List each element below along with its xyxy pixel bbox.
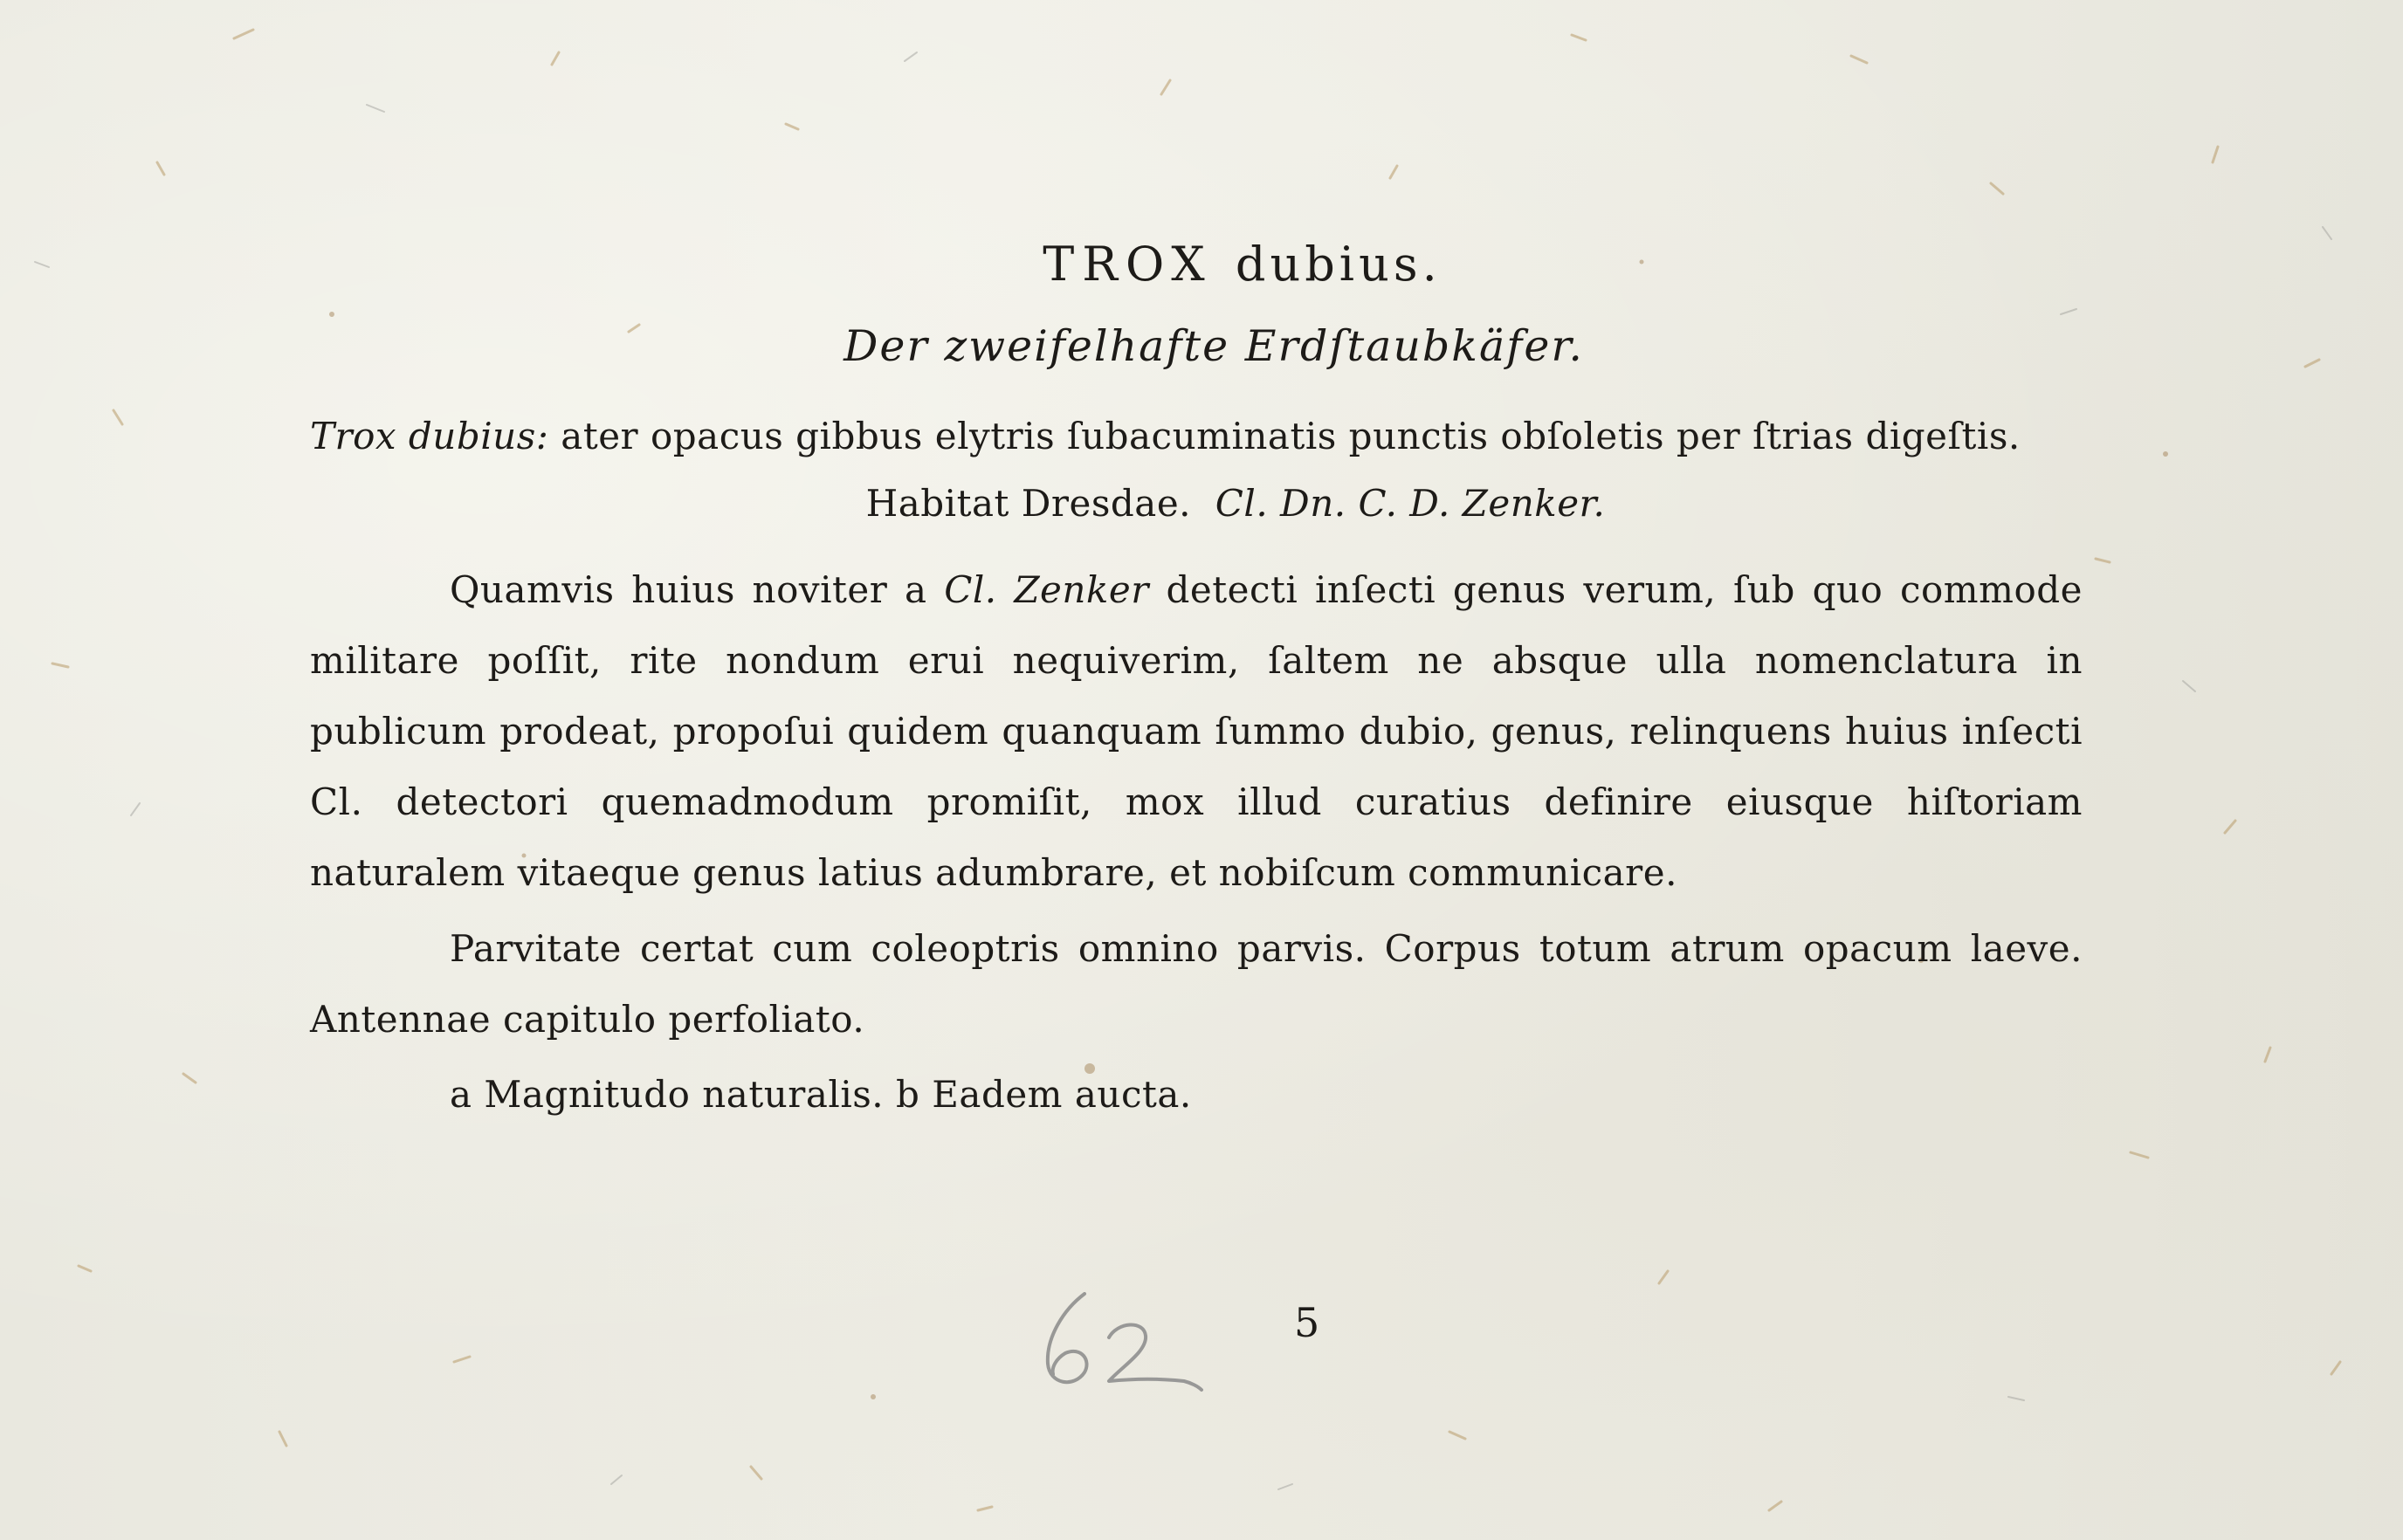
page-number: 5 xyxy=(1294,1299,1320,1346)
habitat-line xyxy=(389,469,2083,539)
paragraph-1-start: Quamvis huius noviter a xyxy=(450,568,927,611)
paragraph-2: Parvitate certat cum coleoptris omnino parvis. Corpus totum atrum opacum laeve. Antennae capitulo perfoliato. xyxy=(310,927,2083,1041)
title-genus: TROX xyxy=(1043,237,1213,292)
paragraph-1 xyxy=(310,554,2083,908)
paragraph-1-name: Cl. Zenker xyxy=(944,568,1149,611)
diagnosis-name: Trox dubius: xyxy=(310,415,549,457)
habitat-text: Habitat Dresdae. xyxy=(865,482,1192,525)
diagnosis-text: ater opacus gibbus elytris ſubacuminatis punctis obſoletis per ſtrias digeſtis. xyxy=(561,415,2021,457)
habitat-collector: Cl. Dn. C. D. Zenker. xyxy=(1215,482,1606,525)
page-subtitle: Der zweifelhafte Erdſtaubkäfer. xyxy=(843,321,1584,371)
page-title xyxy=(402,223,2083,306)
diagnosis xyxy=(310,404,2083,469)
title-species: dubius. xyxy=(1235,237,1442,292)
paragraph-1-rest: detecti inſecti genus verum, ſub quo commode militare poſſit, rite nondum erui nequiverim, ſaltem ne absque ulla nomenclatura in publicum prodeat, propoſui quidem quanquam ſummo dubio, genus, relinquens huius inſecti Cl. detectori quemadmodum promiſit, mox illud curatius definire eiusque hiſtoriam naturalem vitaeque genus latius adumbrare, et nobiſcum communicare. xyxy=(310,568,2083,894)
figure-note: a Magnitudo naturalis. b Eadem aucta. xyxy=(450,1073,1192,1116)
text-block xyxy=(310,223,2083,1130)
pencil-annotation xyxy=(1030,1283,1205,1406)
